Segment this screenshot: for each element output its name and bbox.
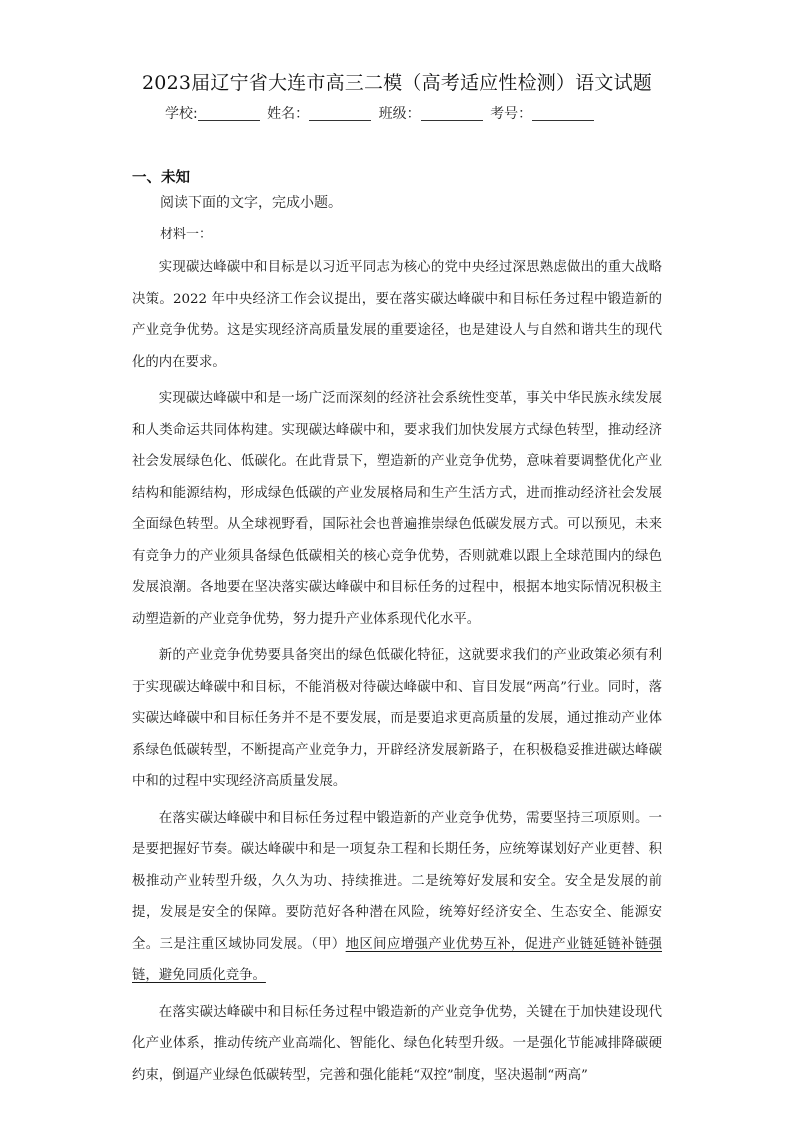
school-blank	[198, 106, 260, 121]
school-label: 学校:	[165, 106, 198, 122]
name-blank	[309, 106, 371, 121]
class-blank	[421, 106, 483, 121]
paragraph-3: 新的产业竞争优势要具备突出的绿色低碳化特征，这就要求我们的产业政策必须有利于实现碳达峰碳中和目标，不能消极对待碳达峰碳中和、盲目发展“两高”行业。同时，落实碳达峰碳中和目标任务并不是不要发展，而是要追求更高质量的发展，通过推动产业体系绿色低碳转型，不断提高产业竞争力，开辟经济发展新路子，在积极稳妥推进碳达峰碳中和的过程中实现经济高质量发展。	[132, 648, 662, 789]
material-body	[132, 252, 662, 1091]
name-label: 姓名：	[267, 106, 310, 122]
reading-instruction: 阅读下面的文字，完成小题。	[160, 195, 342, 211]
paragraph-5: 在落实碳达峰碳中和目标任务过程中锻造新的产业竞争优势，关键在于加快建设现代化产业体系，推动传统产业高端化、智能化、绿色化转型升级。一是强化节能减排降碳硬约束，倒逼产业绿色低碳转型，完善和强化能耗“双控”制度，坚决遏制“两高”	[132, 1004, 662, 1083]
paragraph-4	[132, 803, 662, 992]
exam-number-label: 考号：	[490, 106, 533, 122]
material-label: 材料一：	[160, 227, 213, 242]
student-info-line	[165, 103, 597, 123]
class-label: 班级：	[378, 106, 421, 122]
section-heading: 一、未知	[132, 170, 190, 186]
paragraph-1: 实现碳达峰碳中和目标是以习近平同志为核心的党中央经过深思熟虑做出的重大战略决策。2022 年中央经济工作会议提出，要在落实碳达峰碳中和目标任务过程中锻造新的产业竞争优势。这是实现经济高质量发展的重要途径，也是建设人与自然和谐共生的现代化的内在要求。	[132, 260, 662, 370]
exam-number-blank	[532, 106, 594, 121]
paragraph-2: 实现碳达峰碳中和是一场广泛而深刻的经济社会系统性变革，事关中华民族永续发展和人类命运共同体构建。实现碳达峰碳中和，要求我们加快发展方式绿色转型，推动经济社会发展绿色化、低碳化。在此背景下，塑造新的产业竞争优势，意味着要调整优化产业结构和能源结构，形成绿色低碳的产业发展格局和生产生活方式，进而推动经济社会发展全面绿色转型。从全球视野看，国际社会也普遍推崇绿色低碳发展方式。可以预见，未来有竞争力的产业须具备绿色低碳相关的核心竞争优势，否则就难以跟上全球范围内的绿色发展浪潮。各地要在坚决落实碳达峰碳中和目标任务的过程中，根据本地实际情况积极主动塑造新的产业竞争优势，努力提升产业体系现代化水平。	[132, 391, 662, 627]
underlined-sentence-jia: 地区间应增强产业优势互补，促进产业链延链补链强链，避免同质化竞争。	[132, 936, 662, 983]
paragraph-4-text: 在落实碳达峰碳中和目标任务过程中锻造新的产业竞争优势，需要坚持三项原则。一是要把握好节奏。碳达峰碳中和是一项复杂工程和长期任务，应统筹谋划好产业更替、积极推动产业转型升级，久久为功、持续推进。二是统筹好发展和安全。安全是发展的前提，发展是安全的保障。要防范好各种潜在风险，统筹好经济安全、生态安全、能源安全。三是注重区域协同发展。（甲）	[132, 810, 662, 952]
document-title: 2023届辽宁省大连市高三二模（高考适应性检测）语文试题	[142, 72, 652, 94]
